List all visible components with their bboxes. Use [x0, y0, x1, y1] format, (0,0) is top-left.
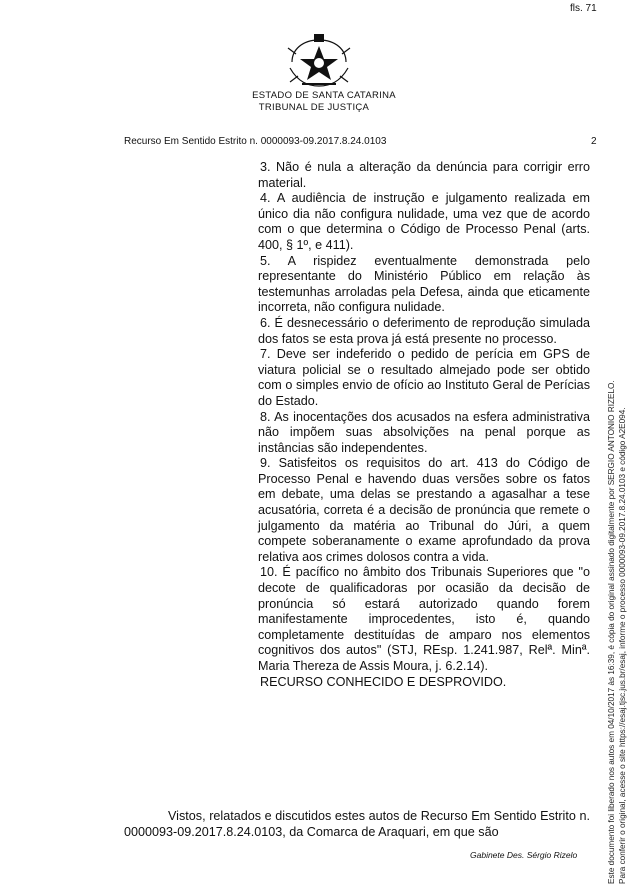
ementa-item: 9. Satisfeitos os requisitos do art. 413 do Código de Processo Penal e havendo duas versões sobre os fatos em debate, uma delas se prestando a agasalhar a tese acusatória, correta é a decisão de pronúncia que remete o julgamento da matéria ao Tribunal do Júri, a quem compete soberanamente o exame aprofundado da prova relativa aos crimes dolosos contra a vida.	[258, 456, 590, 564]
side-note-line: Para conferir o original, acesse o site https://esaj.tjsc.jus.br/esaj, informe o processo 0000093-09.2017.8.24.0103 e código A2E094.	[618, 407, 627, 884]
signature-side-note	[606, 264, 628, 884]
folio-number: fls. 71	[570, 3, 597, 14]
office-footer: Gabinete Des. Sérgio Rizelo	[470, 850, 578, 860]
side-note-line: Este documento foi liberado nos autos em 04/10/2017 às 16:39, é cópia do original assinado digitalmente por SERGIO ANTONIO RIZELO.	[607, 380, 616, 884]
body-text: Vistos, relatados e discutidos estes autos de Recurso Em Sentido Estrito n. 0000093-09.2017.8.24.0103, da Comarca de Araquari, em que são	[124, 809, 590, 839]
court-name: TRIBUNAL DE JUSTIÇA	[258, 102, 370, 113]
state-name: ESTADO DE SANTA CATARINA	[252, 90, 396, 101]
ementa-item: 5. A rispidez eventualmente demonstrada pelo representante do Ministério Público em relação às testemunhas arroladas pela Defesa, ainda que eticamente incorreta, não configura nulidade.	[258, 253, 590, 315]
coat-of-arms-icon	[284, 32, 354, 90]
ementa-item: 7. Deve ser indeferido o pedido de perícia em GPS de viatura policial se o resultado almejado pode ser obtido com o simples envio de ofício ao Instituto Geral de Perícias do Estado.	[258, 347, 590, 408]
ementa-item: 4. A audiência de instrução e julgamento realizada em único dia não configura nulidade, uma vez que de acordo com o que determina o Código de Processo Penal (arts. 400, § 1º, e 411).	[258, 191, 590, 252]
ementa-item: 6. É desnecessário o deferimento de reprodução simulada dos fatos se esta prova já está presente no processo.	[258, 315, 590, 346]
page-number: 2	[591, 136, 597, 147]
case-header: Recurso Em Sentido Estrito n. 0000093-09.2017.8.24.0103	[124, 136, 387, 147]
body-paragraph	[124, 808, 590, 840]
ementa-item: 10. É pacífico no âmbito dos Tribunais Superiores que "o decote de qualificadoras por ocasião da decisão de pronúncia só estará autorizado quando forem manifestamente improcedentes, isto é, quando completamente destituídas de amparo nos elementos cognitivos dos autos" (STJ, REsp. 1.241.987, Relª. Minª. Maria Thereza de Assis Moura, j. 6.2.14).	[258, 565, 590, 673]
ementa-conclusion: RECURSO CONHECIDO E DESPROVIDO.	[260, 674, 507, 689]
ementa-block	[258, 160, 590, 690]
ementa-item: 8. As inocentações dos acusados na esfera administrativa não impõem suas absolvições na penal porque as instâncias são independentes.	[258, 409, 590, 455]
ementa-item: 3. Não é nula a alteração da denúncia para corrigir erro material.	[258, 160, 590, 190]
